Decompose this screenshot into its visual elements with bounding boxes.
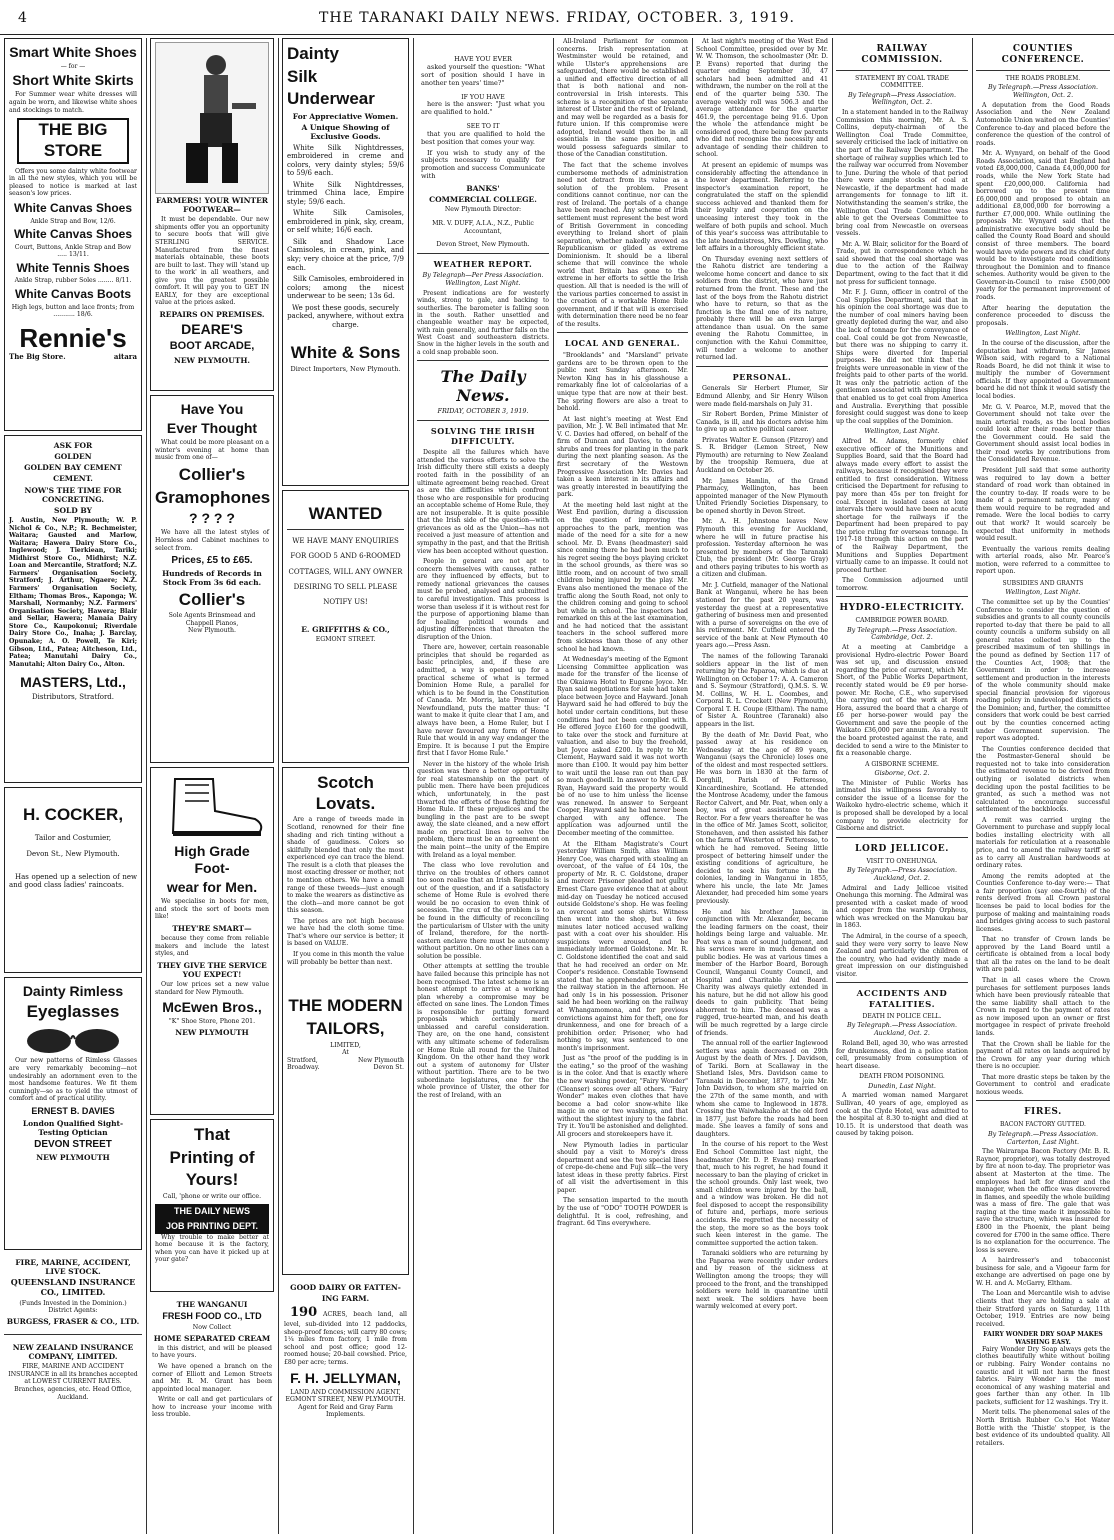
ad-heading: GOLDEN BAY CEMENT — [24, 463, 122, 473]
price-range: Prices, £5 to £65. — [171, 555, 253, 567]
ad-text: London Qualified Sight-Testing Optician — [22, 1118, 124, 1137]
job-printing-advertisement — [150, 1119, 274, 1292]
subheading: CAMBRIDGE POWER BOARD. — [855, 617, 949, 625]
subheading: STATEMENT BY COAL TRADE COMMITTEE. — [855, 74, 949, 90]
dateline: By Telegraph.—Press Association. Cambridge, Oct. 2. — [846, 625, 958, 642]
product-name: White Canvas Boots — [14, 287, 131, 301]
ad-heading: Gramophones — [155, 487, 271, 507]
section-heading: HYDRO-ELECTRICITY. — [839, 603, 965, 614]
news-item: New Plymouth ladies in particular should pay a visit to Morey's dress department and see the two special lines of crepe-de-chene and Fuji silk—the very latest ideas in these pretty fabrics. First of all visit the advertisement in this paper. — [557, 1141, 688, 1194]
section-heading: LOCAL AND GENERAL. — [564, 338, 681, 349]
product-price: Ankle Strap and Bow, 12/6. — [30, 217, 116, 225]
news-item: On Thursday evening next settlers of the Rahotu district are tendering a welcome home concert and dance to six soldiers from the district, who have just returned from the front. These and the last of the boys from the Rahotu district who have to return, so that as the function is the final one of its nature, probably there will be an even larger attendance than usual. On the same evening the Rahotu Committee, in conjunction with the Kahui Committee, will tender a welcome to another returned lad. — [696, 255, 828, 362]
dateline: By Telegraph.—Press Association. Carterton, Last Night. — [987, 1129, 1099, 1146]
divider — [4, 1334, 142, 1335]
ad-text: Hundreds of Records in Stock From 3s 6d each. — [162, 569, 262, 588]
ad-heading: DEVON STREET — [34, 1139, 112, 1150]
dateline: Wellington, Last Night. — [1005, 588, 1081, 597]
dateline: By Telegraph—Press Association. Wellington, Oct. 2. — [847, 90, 957, 107]
subheading: THE ROADS PROBLEM. — [1005, 74, 1081, 82]
product-name: White Canvas Shoes — [13, 227, 133, 242]
news-item: Just as "the proof of the pudding is in the eating," so the proof of the washing is in the color. And that is exactly where the new washing powder, "Fairy Wonder" (Cleanser) scores over all others. "Fairy Wonder" makes even clothes that have become a bad color snow-white like magic in one or two washings, and that without the slightest injury to the fabric. Try it. You'll be astonished and delighted. All grocers and storekeepers have it. — [557, 1055, 688, 1138]
ad-text: Stratford, New Plymouth — [287, 1056, 404, 1064]
paper-name: THE DAILY NEWS — [155, 1204, 269, 1219]
subheading: DEATH FROM POISONING. — [859, 1073, 945, 1081]
store-name: Collier's — [178, 464, 246, 484]
article-text: All-Ireland Parliament for common concerns. Irish representation at Westminster would be retained, and while Ulster's apprehensions are safeguarded, there would be established a unified and effective direction of all that is both national and non-controversial in Irish interests. This scheme is a recognition of the separate interest of Ulster and the rest of Ireland, and may well be regarded as a basis for future union. If this compromise were adopted, Ireland would then be in all essentials in the same position, and would possess safeguards similar to those of the Canadian constitution. — [557, 38, 688, 159]
ad-text: REPAIRS ON PREMISES. — [159, 310, 265, 320]
news-item: At last night's meeting of the West End School Committee, presided over by Mr. W. W. Thomson, the schoolmaster (Mr. D. P. Evans) reported that during the quarter ending September 30, 47 scholars had been admitted and 41 withdrawn, the number on the roll at the end of the quarter being 530. The average weekly roll was 506.3 and the average attendance for the quarter 461.9, the percentage being 91.6. Upon the whole the attendance might be considered good, there being few parents who did not recognise the necessity and advantage of sending their children to school. — [696, 38, 828, 159]
agent-name: E. GRIFFITHS & CO., — [301, 624, 390, 634]
ad-heading: GOLDEN — [54, 452, 92, 462]
store-name: Collier's — [178, 589, 246, 609]
ad-text: THEY GIVE THE SERVICE YOU EXPECT! — [157, 960, 267, 979]
ad-text: For Summer wear white dresses will again be worn, and likewise white shoes and stockings to match. — [9, 91, 137, 114]
column-rule — [413, 38, 414, 1534]
ad-text: Are a range of tweeds made in Scotland, renowned for their fine shading and rich tinting without a shade of gaudiness. Colors so skilfully blended that only the most experienced eye can trace the blend. The result is a cloth that pleases the most exacting dresser or mother, not to mention others. We have a small range of these tweeds—just enough to make the wearers as distinctive as the cloth—and more cannot be got this season. — [287, 816, 404, 915]
ad-heading: wear for Men. — [166, 879, 258, 896]
ad-text: Distributors, Stratford. — [31, 693, 115, 702]
ad-text: Direct Importers, New Plymouth. — [290, 364, 401, 373]
dateline: Wellington, Last Night. — [864, 427, 940, 436]
column-4 — [417, 38, 549, 1534]
jellyman-advertisement: GOOD DAIRY OR FATTEN- ING FARM. 190 ACRES, beach land, all level, sub-divided into 12 paddocks, sheep-proof fences; will carry 80 cows; 1¼ miles from factory, 1 mile from school and post office; good 12-roomed house; 20-bail cowshed. Price, £80 per acre; terms. F. H. JELLYMAN, LAND AND COMMISSION AGENT, EGMONT STREET, NEW PLYMOUTH. Agent for Reid and Gray Farm Implements. — [284, 1283, 407, 1419]
farmer-boot-illustration — [155, 42, 269, 194]
ad-text: — for — — [60, 63, 86, 71]
page-number: 4 — [18, 10, 27, 26]
ad-heading: Yours! — [185, 1170, 239, 1190]
ad-heading: Scotch Lovats. — [315, 773, 376, 813]
section-heading: PERSONAL. — [732, 371, 792, 382]
ad-footer: The Big Store. aitara — [9, 351, 137, 361]
column-rule — [692, 38, 693, 1534]
farmer-illustration-icon — [156, 43, 270, 193]
ad-heading: Ever Thought — [166, 420, 258, 437]
dateline: By Telegraph.—Press Association. Wellington, Oct. 2. — [987, 83, 1099, 100]
ad-text: Call, 'phone or write our office. — [162, 1193, 262, 1201]
ad-text: EGMONT STREET. — [315, 635, 376, 643]
davies-advertisement — [4, 977, 142, 1250]
store-name: BOOT ARCADE, — [169, 340, 255, 353]
news-item: Taranaki soldiers who are returning by the Paparoa were recently under orders and by reason of the sickness at Wellington among the troops; they will proceed to the front, and the transhipped soldiers were held in quarantine until next week. The soldiers have been warmly welcomed at every port. — [696, 1250, 828, 1311]
column-2 — [150, 38, 274, 1534]
section-heading: LORD JELLICOE. — [855, 843, 949, 854]
news-item: The annual roll of the earlier Inglewood settlers was again decreased on 29th August by the death of Mrs. J. Davidson, of Tariki. Born at Scallaway in the Shetland Isles, Mrs. Davidson came to Taranaki in December, 1877, to join Mr. John Davidson, to whom she married on the 27th of the same month, and with whom she came to Inglewood in 1878. Crossing the Waiwhakaiho at the old ford in 1877, just before the roads had been made. She leaves a family of sons and daughters. — [696, 1040, 828, 1138]
ad-heading: ERNEST B. DAVIES — [31, 1105, 115, 1116]
boot-icon — [155, 771, 269, 841]
distributor-name: MASTERS, Ltd., — [20, 674, 126, 691]
subheading: A GISBORNE SCHEME. — [865, 760, 939, 768]
ad-text: Sole Agents Brinsmead and Chappell Pianos, — [168, 612, 256, 627]
ad-text: We specialise in boots for men, and stock the sort of boots men like! — [155, 898, 269, 921]
news-item: The names of the following Taranaki soldiers appear in the list of men returning by the Paparoa, which is due at Wellington on October 17: A. A. Cameron and S. Seymour (Stratford), Q.M.S. S. W. M. Collins, W. H. L. Coombes, and Corporal R. L. Crockett (New Plymouth), Corporal T. H. Coupe (Eltham). The name of Sister A. Rountree (Taranaki) also appears in the list. — [696, 652, 828, 728]
news-item: Privates Walter E. Gunson (Fitzroy) and S. R. Bridger (Lemon Street, New Plymouth) are returning to New Zealand by the troopship Remuera, due at Auckland on October 26. — [696, 436, 828, 474]
dateline: Gisborne, Oct. 2. — [874, 768, 930, 777]
store-name: THE MODERN — [288, 996, 403, 1016]
issue-date: FRIDAY, OCTOBER 3, 1919. — [437, 406, 529, 415]
ad-text: Why trouble to make better at home because it is the factory, when you can have it picked up at your gate? — [155, 1233, 269, 1264]
cement-advertisement — [4, 435, 142, 783]
ad-heading: That — [194, 1125, 230, 1144]
product-price: High legs, button and lace fronts; from ........... 18/6. — [11, 303, 135, 319]
news-item: He and his brother James, in conjunction with Mr. Alexander, became the leading farmers on the coast, their holdings being large and valuable. Mr. Peat was a man of sound judgment, and his services were in much demand on public bodies. He was at various times a member of the Harbor Board, Borough Council, Wanganui County Council, and Hospital and Charitable Aid Board. Charity was always quietly extended in his nature, but he did not allow his good deeds to gain publicity. That being abhorrent to him. The deceased was a rugged, true-hearted man, and his death will be much regretted by a large circle of friends. — [696, 908, 828, 1037]
news-item: In the course of his report to the West End School Committee last night, the headmaster (Mr. D. P. Evans) remarked that, much to his regret, he had found it necessary to ban the playing of cricket in the school grounds. Only last week, two small children were injured by the ball, and a window was broken. He did not feel disposed to accept the responsibility of future and, perhaps, more serious accidents. He regretted the necessity of the step, the more so as the boys took such keen interest in the game. The committee supported the action taken. — [696, 1141, 828, 1247]
ad-text: NEW PLYMOUTH — [36, 1153, 110, 1163]
queensland-insurance-advertisement: FIRE, MARINE, ACCIDENT, LIVE STOCK. QUEENSLAND INSURANCE CO., LIMITED. (Funds Invested in the Dominion.) District Agents: BURGESS, FRASER & CO., LTD. — [6, 1258, 140, 1326]
news-item: "Brooklands" and "Marsland" private gardens are to be thrown open to the public next Sunday afternoon. Mr. Newton King has in his glasshouse a remarkably fine lot of calceolarias of a unique type that are now at their best. The spring flowers are also a treat to behold. — [557, 352, 688, 413]
ad-heading: Short White Skirts — [12, 72, 134, 89]
news-item: Mr. James Hamlin, of the Grand Pharmacy, Wellington, has been appointed manager of the New Plymouth United Friendly Societies Dispensary, to be opened shortly in Devon Street. — [696, 477, 828, 515]
dateline: Wellington, Last Night. — [1005, 329, 1081, 338]
product-item: White Silk Nightdresses, embroidered in creme and colors, very dainty styles; 59/6 to 59/6 each. — [287, 143, 404, 178]
ad-heading: Dainty — [287, 44, 339, 63]
ad-text: New Plymouth. — [188, 627, 236, 635]
section-heading: ACCIDENTS AND FATALITIES. — [856, 989, 948, 1010]
paper-nameplate: The Daily News. — [440, 366, 526, 406]
ad-heading: FARMERS! YOUR WINTER FOOTWEAR— — [155, 196, 269, 215]
dateline: Dunedin, Last Night. — [868, 1081, 936, 1090]
ad-heading: FAIRY WONDER DRY SOAP MAKES WASHING EASY. — [983, 1331, 1103, 1346]
ad-text: If you come in this month the value will probably be better than next. — [287, 951, 405, 966]
news-item: Sir Robert Borden, Prime Minister of Canada, is ill, and his doctors advise him to give up an active political career. — [696, 411, 828, 434]
deare-advertisement — [150, 38, 274, 391]
store-name: TAILORS, — [306, 1018, 385, 1038]
news-item: Mr. J. Cutfield, manager of the National Bank at Wanganui, where he has been stationed for the past 20 years, was yesterday the guest at a representative gathering of business men and presented with a purse of sovereigns on the eve of his retirement. Mr. Cutfield entered the service of the bank at New Plymouth 40 years ago.—Press Assn. — [696, 581, 828, 650]
rennies-advertisement — [4, 38, 142, 431]
column-5 — [557, 38, 688, 1534]
ad-text: The prices are not high because we have had the cloth some time. That's where our service is better; it is based on VALUE. — [287, 917, 404, 948]
news-item: At present an epidemic of mumps was considerably affecting the attendance in the lower department. Referring to the inspector's examination report, he congratulated the staff on the splendid success achieved and thanked them for their loyalty and cooperation on the unceasing interest they took in the welfare of both pupils and school. Much of this year's success was attributable to the late headmistress, Mrs. Dowling, who left affairs in a thoroughly efficient state. — [696, 162, 828, 253]
product-price: Ankle Strap, rubber Soles ........ 8/11. — [14, 277, 132, 285]
ad-text: THEY'RE SMART— — [172, 923, 252, 933]
wanganui-fresh-food-advertisement: THE WANGANUI FRESH FOOD CO., LTD Now Collect HOME SEPARATED CREAM in this district, and will be pleased to have yours. We have opened a branch on the corner of Elliott and Lemon Streets and Mr. R. M. Grant has been appointed local manager. Write or call and get particulars of how to increase your income with less trouble. — [152, 1300, 272, 1419]
ad-text: It must be dependable. Our new shipments offer you an opportunity to secure boots that will give STERLING SERVICE. Manufactured from the finest materials obtainable, these boots are built to last. They will 'stand up to the work' in all weathers, and give you the greatest possible comfort. It will pay you to GET IN EARLY, for they are exceptional value at the prices asked. — [155, 216, 269, 307]
product-name: White Canvas Shoes — [13, 200, 133, 215]
ad-text: At — [342, 1049, 349, 1057]
subheading: VISIT TO ONEHUNGA. — [866, 857, 938, 865]
cocker-advertisement — [4, 787, 142, 973]
column-7: RAILWAY COMMISSION. STATEMENT BY COAL TRADE COMMITTEE. By Telegraph—Press Association. Wellington, Oct. 2. In a statement handed in to the Railway Commission this morning, Mr. A. S. Collins, deputy-chairman of the Wellington Coal Trade Committee, severely criticised the lack of initiative on the part of the Railway Department. The shortage of railway supplies which led to the railway war occurred from November to June. During the whole of that period there were ample stocks of coal at Newcastle, if the department had made arrangements for tonnage to lift it. Notwithstanding the seamen's strike, the Wellington Coal Trade Committee was able to get the Overseas Committee to bring coal from Newcastle on overseas vessels. Mr. A. W. Blair, solicitor for the Board of Trade, put in correspondence which he said showed that the coal shortage was due to the action of the Railway Department, owing to the fact that it did not press for sufficient tonnage. Mr. F. J. Gunn, officer in control of the Coal Supplies Department, said that in his opinion the coal shortage was due to the number of coal miners having been greatly depleted during the war, and also the lack of tonnage for the conveyance of coal. Coal could be got from Newcastle, but there was no shipping to carry it. Ships were diverted for Imperial purposes. He did not think that the freights were unreasonable in view of the freights paid to other parts of the world. It was only the patriotic action of the gentlemen associated with shipping lines that enabled us to get coal from America and Australia. Everything that possible foresight could suggest was done to keep up the coal supplies of the Dominion. Wellington, Last Night. Alfred M. Adams, formerly chief executive officer of the Munitions and Supplies Board, said that the Board had always made every effort to assist the railways, because it recognised they were entitled to first consideration. Witness criticised the Department for refusing to pay more than 45s per ton freight for coal. Except in isolated cases at long intervals there would have been no acute shortage for the railways if the Department had been prepared to pay the price ruling for overseas tonnage. In 1917-18 through this action on the part of the Railway Department, the Munitions and Supplies Department virtually came to an impasse. It could not proceed further. The Commission adjourned until tomorrow. HYDRO-ELECTRICITY. CAMBRIDGE POWER BOARD. By Telegraph.—Press Association. Cambridge, Oct. 2. At a meeting at Cambridge a provisional Hydro-electric Power Board was set up, and discussion ensued regarding the price of current, which Mr. Short, of the Public Works Department, recently stated would be £9 per horse-power. Mr. Roche, C.E., who supervised the carrying out of the work at Horn Hora, assured the board that a charge of £6 per horse-power would pay the Government and save the people of the Waikato £36,000 per annum. As a result the board protested against the rate, and decided to send a wire to the Minister to fix a reasonable charge. A GISBORNE SCHEME. Gisborne, Oct. 2. The Minister of Public Works has intimated his willingness favorably to consider the issue of a license for the Waikoko hydro-electric scheme, which it is proposed shall be developed by a local company to provide electricity for Gisborne and district. LORD JELLICOE. VISIT TO ONEHUNGA. By Telegraph.—Press Association. Auckland, Oct. 2. Admiral and Lady Jellicoe visited Onehunga this morning. The Admiral was presented with a casket made of wood and copper from the warship Orpheus, which was wrecked on the Manukau bar in 1863. The Admiral, in the course of a speech, said they were very sorry to leave New Zealand and particularly the children of the country, who had evidently made a great impression on our distinguished visitor. ACCIDENTS AND FATALITIES. DEATH IN POLICE CELL. By Telegraph.—Press Association. Auckland, Oct. 2. Roland Bell, aged 30, who was arrested for drunkenness, died in a police station cell, presumably from consumption of heart disease. DEATH FROM POISONING. Dunedin, Last Night. A married woman named Margaret Sullivan, 40 years of age, employed as cook at the Clyde Hotel, was admitted to the hospital at 8.30 to-night and died at 10.15. It is understood that death was caused by taking poison. — [836, 44, 968, 1138]
ad-text: "K" Shoe Store, Phone 201. — [168, 1018, 256, 1026]
modern-tailors-advertisement — [282, 767, 409, 1275]
ad-text: What could be more pleasant on a winter's evening at home than music from one of— — [155, 439, 269, 462]
store-name: THE BIG STORE — [17, 118, 129, 163]
ad-heading: Dainty Rimless — [22, 983, 124, 999]
ad-heading: WANTED — [308, 504, 383, 523]
ad-text: Offers you some dainty white footwear in all the new styles, which you will be pleased to notice is marked at last season's low prices. — [9, 167, 137, 198]
ad-text: LIMITED, — [330, 1041, 361, 1049]
column-rule — [553, 38, 554, 1534]
column-rule — [972, 38, 973, 1534]
ad-heading: H. COCKER, — [22, 805, 124, 824]
ad-text: A Unique Showing of Exclusive Goods. — [301, 123, 390, 142]
dateline: By Telegraph.—Press Association. Auckland, Oct. 2. — [846, 866, 958, 882]
agent-list: J. Austin, New Plymouth; W. P. Nichol & Co., N.P.; R. Bechmeister, Waitara; Gausted and Marlow, Waitara; Hawera Dairy Store Co., Inglewood; J. Tierkiean, Tariki; Midhirst Store Co., Midhirst; N.Z. Loan and Mercantile, Stratford; N.Z. Farmers' Organisation Society, Stratford; J. Arthur, Ngaere; N.Z. Farmers' Organisation Society, Eltham; Thomas Bros., Kaponga; W. Marshall, Normanby; N.Z. Farmers' Organisation Society, Hawera; Blair and Sellar, Hawera; Manaia Dairy Store Co., Kaupokonui; Riverdale Dairy Store Co., Inaha; J. Barclay, Opunake; A. O. Powell, Te Kiri; Gibson, Ltd., Patea; Aitcheson, Ltd., Patea; Manutahi Dairy Co., Manutahi; Alton Dairy Co., Alton. — [9, 516, 137, 668]
ad-text: NEW PLYMOUTH. — [173, 355, 251, 365]
ad-text: Has opened up a selection of new and good class ladies' raincoats. — [9, 872, 137, 890]
product-item: White Silk Nightdresses, trimmed China lace, Empire style; 59/6 each. — [287, 180, 404, 206]
ad-text: Tailor and Costumier, — [34, 833, 112, 842]
white-sons-advertisement — [282, 38, 409, 486]
banks-college-advertisement: HAVE YOU EVER asked yourself the question: "What sort of position should I have in another ten years' time?" IF YOU HAVE here is the answer: "Just what you are qualified to hold." SEE TO IT that you are qualified to hold the best position that comes your way. If you wish to study any of the subjects necessary to qualify for promotion and success Communicate with BANKS' COMMERCIAL COLLEGE. New Plymouth Director: MR. V. DUFF, A.I.A., N.Z., Public Accountant, Devon Street, New Plymouth. — [421, 55, 545, 249]
ad-text: Devon St., New Plymouth. — [26, 850, 120, 859]
product-item: Silk Camisoles, embroidered in colors; among the nicest underwear to be seen; 13s 6d. — [287, 275, 405, 301]
weather-report — [417, 260, 549, 356]
section-heading: FIRES. — [1024, 1107, 1062, 1118]
subheading: SUBSIDIES AND GRANTS — [1002, 579, 1084, 587]
news-item: At Wednesday's meeting of the Egmont Licensing Committee application was made for the transfer of the license of the Okaiawa Hotel to Eugene Joyce. Mr. Ryan said negotiations for sale had taken place between Joyce and Hayward. Jonah Hayward said he had offered to buy the hotel under certain conditions, but these conditions had not been complied with. He offered Joyce £160 for the goodwill, to take over the stock and furniture at valuation, and also to buy the freehold, but Joyce asked £200. In reply to Mr. Clement, Hayward said it was not worth more than £100. It would pay him better to wait until the lease ran out than pay so much goodwill. In answer to Mr. G. B. Ryan, Hayward said the property would be of no use to him unless the license was renewed. In answer to Sergeant Cooper, Hayward said he had never been charged with any offence. The application was adjourned until the December meeting of the committee. — [557, 656, 688, 837]
news-item: By the death of Mr. David Peat, who passed away at his residence on Wednesday at the age of 89 years, Wanganui (says the Chronicle) loses one of the oldest and most respected settlers. He was born in 1830 at the farm of Dorghill, Parish of Fetteresso, Kincardineshire, Scotland. He attended the Montrose Academy, under the famous Rector Calvert, and Mr. Peat, when only a boy, was of great assistance to the Rector. For a few years thereafter he was in the office of Mr. James Scott, solicitor, Stonehaven, and then assisted his father on the farm of Westerton of Fetteresso, to which he had removed. Seeing little prospect of bettering himself under the existing conditions of agriculture, he decided to seek his fortune in the colonies, landing in Wanganui in 1855, where his uncle, the late Mr. James Alexander, had preceded him some years previously. — [696, 731, 828, 905]
column-1 — [4, 38, 142, 1534]
mcewen-advertisement — [150, 767, 274, 1115]
ad-text: For Appreciative Women. — [292, 112, 399, 122]
store-name: McEwen Bros., — [162, 999, 262, 1016]
section-heading: RAILWAY COMMISSION. — [861, 44, 943, 65]
column-rule — [832, 38, 833, 1534]
product-item: Silk and Shadow Lace Camisoles, in cream, pink, and sky; very choice at the price, 7/9 each. — [287, 237, 404, 272]
department-name: JOB PRINTING DEPT. — [155, 1219, 269, 1234]
section-heading: WEATHER REPORT. — [433, 258, 533, 269]
news-item: The sensation imparted to the mouth by the use of "ODO" TOOTH POWDER is delightful. It is cool, refreshing, and fragrant. 6d Tins everywhere. — [557, 1197, 688, 1228]
ad-text: NOW'S THE TIME FOR CONCRETING. — [24, 485, 122, 504]
subheading: DEATH IN POLICE CELL. — [862, 1013, 942, 1021]
nz-insurance-advertisement: NEW ZEALAND INSURANCE COMPANY, LIMITED. FIRE, MARINE AND ACCIDENT INSURANCE in all its branches accepted at LOWEST CURRENT RATES. Branches, agencies, etc. Head Office, Auckland. — [8, 1343, 138, 1401]
eyeglasses-icon — [9, 1025, 137, 1055]
column-3 — [282, 38, 409, 1534]
column-rule — [278, 38, 279, 1534]
news-item: At the meeting held last night at the West End pavilion, during a discussion on the question of improving the approaches to the park, mention was made of the need for a site for a new school. Mr. D. Evans (headmaster) said since coming there he had been much to his regret seeing the boys playing cricket in the school grounds, as there was so little room, and on account of two small children being injured by the play. Mr. Evans also mentioned the menace of the traffic along the South Road, not only to the children coming and going to school but while in school. The inspectors had remarked on this at the last examination, and he had noticed that the assistant teachers in the school suffered more from sickness than those of any other school he had known. — [557, 501, 688, 653]
news-item: Mr. A. H. Johnstone leaves New Plymouth this evening for Auckland, where he will in future practise his profession. Yesterday afternoon he was presented by members of the Taranaki Club, the president (Mr. George Gray) and others paying tributes to his worth as a citizen and clubman. — [696, 518, 828, 579]
product-price: Court, Buttons, Ankle Strap and Bow ..... 13/11. — [14, 243, 132, 259]
masthead — [0, 0, 1114, 35]
ad-text: SOLD BY — [54, 505, 92, 515]
ad-heading: Silk — [287, 66, 318, 86]
section-heading: COUNTIES CONFERENCE. — [1001, 44, 1085, 65]
griffiths-advertisement — [282, 490, 409, 763]
article-text: Present indications are for westerly winds, strong to gale, and backing to southerlies. The barometer is falling soon in the south. Rather unsettled and changeable weather may be expected, with rain generally, and further falls on the West Coast and southeastern districts. Snow in the higher levels in the south and a cold snap probable soon. — [417, 290, 549, 356]
ad-text: ASK FOR — [53, 441, 93, 450]
article-headline: SOLVING THE IRISH DIFFICULTY. — [430, 425, 536, 446]
colliers-advertisement — [150, 395, 274, 763]
ad-text: We have all the latest styles of Hornless and Cabinet machines to select from. — [155, 529, 269, 552]
ad-heading: Printing of — [169, 1147, 255, 1167]
ad-heading: High Grade Foot- — [174, 843, 250, 877]
store-name: White & Sons — [290, 343, 401, 363]
dateline: By Telegraph—Per Press Association. Wellington, Last Night. — [422, 271, 544, 288]
newspaper-title: THE TARANAKI DAILY NEWS. FRIDAY, OCTOBER. 3, 1919. — [319, 10, 795, 26]
product-item: White Silk Camisoles, embroidered in pink, sky, cream, or self white; 16/6 each. — [287, 209, 404, 235]
column-6 — [696, 38, 828, 1534]
ad-text: ? ? ? ? — [189, 510, 235, 527]
ad-heading: CEMENT. — [53, 474, 93, 484]
ad-text: because they come from reliable makers and include the latest styles, and — [155, 935, 269, 958]
product-name: White Tennis Shoes — [16, 260, 130, 275]
ad-text: Our new patterns of Rimless Glasses are very remarkably becoming—not undesirably an adornment even to the most handsome features. We fit them cunningly—so as to yield the utmost of comfort and of practical utility. — [9, 1057, 137, 1103]
news-item: At last night's meeting at West End pavilion, Mr. J. W. Bell intimated that Mr. V. C. Davies had offered, on behalf of the firm of Duncan and Davies, to donate shrubs and trees for planting in the park during the next planting season. As the first secretary of the Westown Progressive Association Mr. Davies had taken a keen interest in its affairs and was greatly interested in beautifying the park. — [557, 415, 688, 499]
shoe-illustration — [155, 771, 269, 841]
ad-heading: Underwear — [287, 89, 375, 109]
ad-heading: Have You — [180, 401, 244, 417]
store-name: DEARE'S — [181, 321, 243, 338]
column-rule — [146, 38, 147, 1534]
subheading: BACON FACTORY GUTTED. — [1000, 1121, 1086, 1129]
news-item: Generals Sir Herbert Plumer, Sir Edmund Allenby, and Sir Henry Wilson were made field-marshals on July 31. — [696, 385, 828, 408]
ad-text: Broadway. Devon St. — [287, 1064, 404, 1072]
dateline: By Telegraph.—Press Association. Auckland, Oct. 2. — [846, 1021, 958, 1038]
store-name: Rennie's — [19, 322, 127, 353]
ad-text: We post these goods, securely packed, anywhere, without extra charge. — [287, 303, 404, 329]
ad-text: NEW PLYMOUTH — [175, 1027, 249, 1037]
article-text: The fact that the scheme involves cumbersome methods of administration need not detract from its value as a solution of the problem. Present conditions cannot continue, nor can the rest of Ireland. The portals of a change have been reached. Any scheme of Irish settlement must represent the best word of British Government in conceding everything to Ireland short of plain separation, whether nakedly avowed as Republicanism or glided as extreme Dominionism. It should be a liberal scheme that will convince the whole world that Britain has gone to the extreme in her efforts to settle the Irish question. All that is needed is the will of the various parties concerned to assist in the creation of a workable Home Rule government, and if that will is exercised with determination there need be no fear of the results. — [557, 162, 688, 328]
ad-heading: Smart White Shoes — [9, 44, 137, 60]
editorial-article: SOLVING THE IRISH DIFFICULTY. Despite all the failures which have attended the various efforts to solve the Irish difficulty there still exists a deeply rooted faith in the possibility of an ultimate agreement being reached. Great as are the difficulties which confront those who are responsible for producing an acceptable scheme of Home Rule, they are not insuperable. It is quite possible that the Irish side of the question—with grievances as old as the Union—has not received a just measure of attention and sympathy in the past, and that the British view has been accepted without question. People in general are not apt to concern themselves with causes, rather are they influenced by effects, but to remedy national grievances the causes must be probed, analysed and submitted to careful investigation. This process is worse than useless if it is without rest for the purpose of apportioning blame than for healing political wounds and adjusting differences that threaten the disruption of the Union. There are, however, certain reasonable principles that should be regarded as basic principles, and, if these are admitted, a way is opened up for a practical scheme of what is termed Dominion Home Rule, a parallel for which is to be found in the Constitution of Canada. Mr. Morris, late Premier of Newfoundland, puts the matter thus: "I want to make it quite clear that I am, and always have been, a Home Ruler, but I have never favoured any form of Home Rule that would in any way endanger the Empire. It is because I put the Empire first that I favor Home Rule." Never in the history of the whole Irish question was there a better opportunity for real statesmanship on the part of public men. There have been prejudices which, unfortunately, in the past thwarted the efforts of those fighting for Home Rule. If these prejudices and the bungling in the past are to be swept away, the slate cleaned, and a new effort made on practical lines to solve the problem, there must be an agreement on the main point—the unity of the Empire with Ireland as a loyal member. The class who love revolution and thrive on the troubles of others cannot too soon realise that an Irish Republic is out of the question, and if a satisfactory scheme of Home Rule is evolved there would be no occasion to even think of secession. The crux of the problem is to be found in the difficulty of reconciling the particularism of Ulster with the unity of Ireland, therefore, for the north-eastern enclave there must be autonomy without partition. On no other lines can a solution be possible. Other attempts at settling the trouble have failed because this principle has not been recognised. The latest scheme is an honest attempt to arrive at a working plan whereby a compromise may be effected on sane lines. The London Times is responsible for putting forward proposals which certainly merit unbiassed and careful consideration. They are, on the one hand, consistent with any ultimate scheme of federalism or Home Rule all round for the United Kingdom. On the other hand they work out a system of autonomy for Ulster without partition. There are to be two subordinate legislatures, one for the whole province of Ulster, the other for the rest of Ireland, with an — [417, 425, 549, 1099]
news-item: At the Eltham Magistrate's Court yesterday William Smith, alias William Henry Coe, was charged with stealing an overcoat, of the value of £4 10s, the property of Mr. R. C. Goldstone, draper and mercer. Prisoner pleaded not guilty. Ernest Clare gave evidence that at about mid-day on Tuesday he noticed accused outside Goldstone's shop. He was feeling an overcoat and some shirts. Witness then went into the shop, but a few minutes later noticed accused walking past with a coat over his shoulder. His suspicions were aroused, and he immediately informed Goldstone. Mr. R. C. Goldstone identified the coat and said that he had received an order on Mr. Cooper's residence. Constable Townsend stated that he apprehended prisoner at the railway station in the afternoon. He had only 1s in his possession. Prisoner said he had been working on the railway at Whangamomona, and for previous convictions against him for theft, one for drunkenness, and one for breach of a prohibition order. Prisoner, who had nothing to say, was sentenced to one month's imprisonment. — [557, 840, 688, 1052]
ad-heading: Eyeglasses — [26, 1002, 120, 1022]
column-8: COUNTIES CONFERENCE. THE ROADS PROBLEM. By Telegraph.—Press Association. Wellington, Oct. 2. A deputation from the Good Roads Association and the New Zealand Automobile Union waited on the Counties' Conference to-day and placed before the conference the question of the control of roads. Mr. A. Wynyard, on behalf of the Good Roads Association, said that England had voted £8,000,000, Canada £4,000,000 for roads, while the New York State had spent £20,000,000. California had borrowed up to the present time £6,000,000 and proposed to obtain an additional £8,000,000 for borrowing a further £7,000,000. While outlining the proposals Mr. Wynyard said that the administrative executive body should be called the County Road Board and should consist of three members. The board would have wide powers and its chief duty would be to investigate road conditions throughout the Dominion and to finance schemes. Authority would be given to the Governor-in-Council to raise £500,000 yearly for the permanent improvement of roads. After hearing the deputation the conference proceeded to discuss the proposals. Wellington, Last Night. In the course of the discussion, after the deputation had withdrawn, Sir James Wilson said, with regard to a National Roads Board, he did not think it wise to multiply the number of Government officials. If they appointed a Government board he did not think it would satisfy the local bodies. Mr. G. V. Pearce, M.P., moved that the Government should not take over the main arterial roads, as the local bodies could look after their roads better than the Government could. He said the Government should assist local bodies in their road works by contributions from the Consolidated Revenue. President Jull said that some authority was required to lay down a better standard of road work than obtained in the country to-day. If roads were to be made of a permanent nature, many of them would require to be regraded and remade. Were the local bodies to carry out that work? It would scarcely be expected that uniformity in methods would result. Eventually the various remits dealing with arterial roads, also Mr. Pearce's motion, were referred to a committee to report upon. SUBSIDIES AND GRANTS Wellington, Last Night. The committee set up by the Counties' Conference to consider the question of subsidies and grants to all county councils reported to-day that there be paid to all county councils a uniform subsidy on all general rates collected up to the prescribed maximum of ten shillings in the pound as defined by Section 117 of the Counties Act, 1908; that the Government in order to increase settlement and production in the interests of the whole community should make special financial provision for vigorous roading policy in undeveloped districts of the Dominion; and, further, the committee considers that work could be best carried out by the counties concerned acting under Government supervision. The report was adopted. The Counties conference decided that the Postmaster-General should be requested not to take into consideration the estimated revenue to be derived from outlying or isolated districts when deciding upon the postal facilities to be granted, as such a method was not calculated to encourage successful settlement of the backblocks. A remit was carried urging the Government to purchase and supply local bodies installing electricity with all materials for reticulation at a reasonable price, and to amend the railway tariff so as to carry all Australian hardwoods at ordinary rates. Among the remits adopted at the Counties Conference to-day were:— That a fair proportion (say one-fourth) of the rents derived from all Crown pastoral licenses be paid to local bodies for the purpose of making and maintaining roads and bridges giving access to such pastoral licenses. That no transfer of Crown lands be approved by the Land Board until a certificate is obtained from a local body that all the rates on the land to be dealt with are paid. That in all cases where the Crown purchases for settlement purposes lands which have been previously rateable that the same liability shall attach to the Crown in regard to the payment of rates as now imposed upon an owner or first mortgagee in respect of private freehold lands. That the Crown shall be liable for the payment of all rates on lands acquired by the Crown for any year during which there is no occupier. That more drastic steps be taken by the Government to control and eradicate noxious weeds. FIRES. BACON FACTORY GUTTED. By Telegraph.—Press Association. Carterton, Last Night. The Wairarapa Bacon Factory (Mr. B. R. Raynor, proprietor), was totally destroyed by fire at noon to-day. The proprietor was absent at Masterton at the time. The employees had left for dinner and the manager, when the office was discovered in flames, and speedily the whole building was a mass of fire. The gale that was raging at the time made it impossible to save the structure, which was insured for £800 in the Phoenix, the plant being covered for £700 in the same office. There is no explanation for the occurrence. The loss is severe. A hairdresser's and tobacconist business for sale, and a Vigoeur farm for exchange are advertised on page one by W. H. and A. McGarry, Eltham. The Loan and Mercantile wish to advise clients that they are holding a sale at their Stratford yards on Saturday, 11th October, 1919. Entries are now being received. FAIRY WONDER DRY SOAP MAKES WASHING EASY. Fairy Wonder Dry Soap always gets the clothes beautifully white without boiling or rubbing. Fairy Wonder contains no caustic and it will not harm the finest fabrics. Fairy Wonder is the most economical of any washing material and goes farther than any other. In 1lb packets, sufficient for 12 washings. Try it. Merit tells. The phenomenal sales of the North British Rubber Co.'s Hot Water Bottle with the 'Thistle' stopper, is the best evidence of its undoubted quality. All retailers. — [976, 44, 1110, 1447]
ad-text: Our low prices set a new value standard for New Plymouth. — [155, 981, 269, 996]
ad-text: WE HAVE MANY ENQUIRIES FOR GOOD 5 AND 6-ROOMED COTTAGES, WILL ANY OWNER DESIRING TO SELL PLEASE NOTIFY US! — [288, 536, 403, 607]
